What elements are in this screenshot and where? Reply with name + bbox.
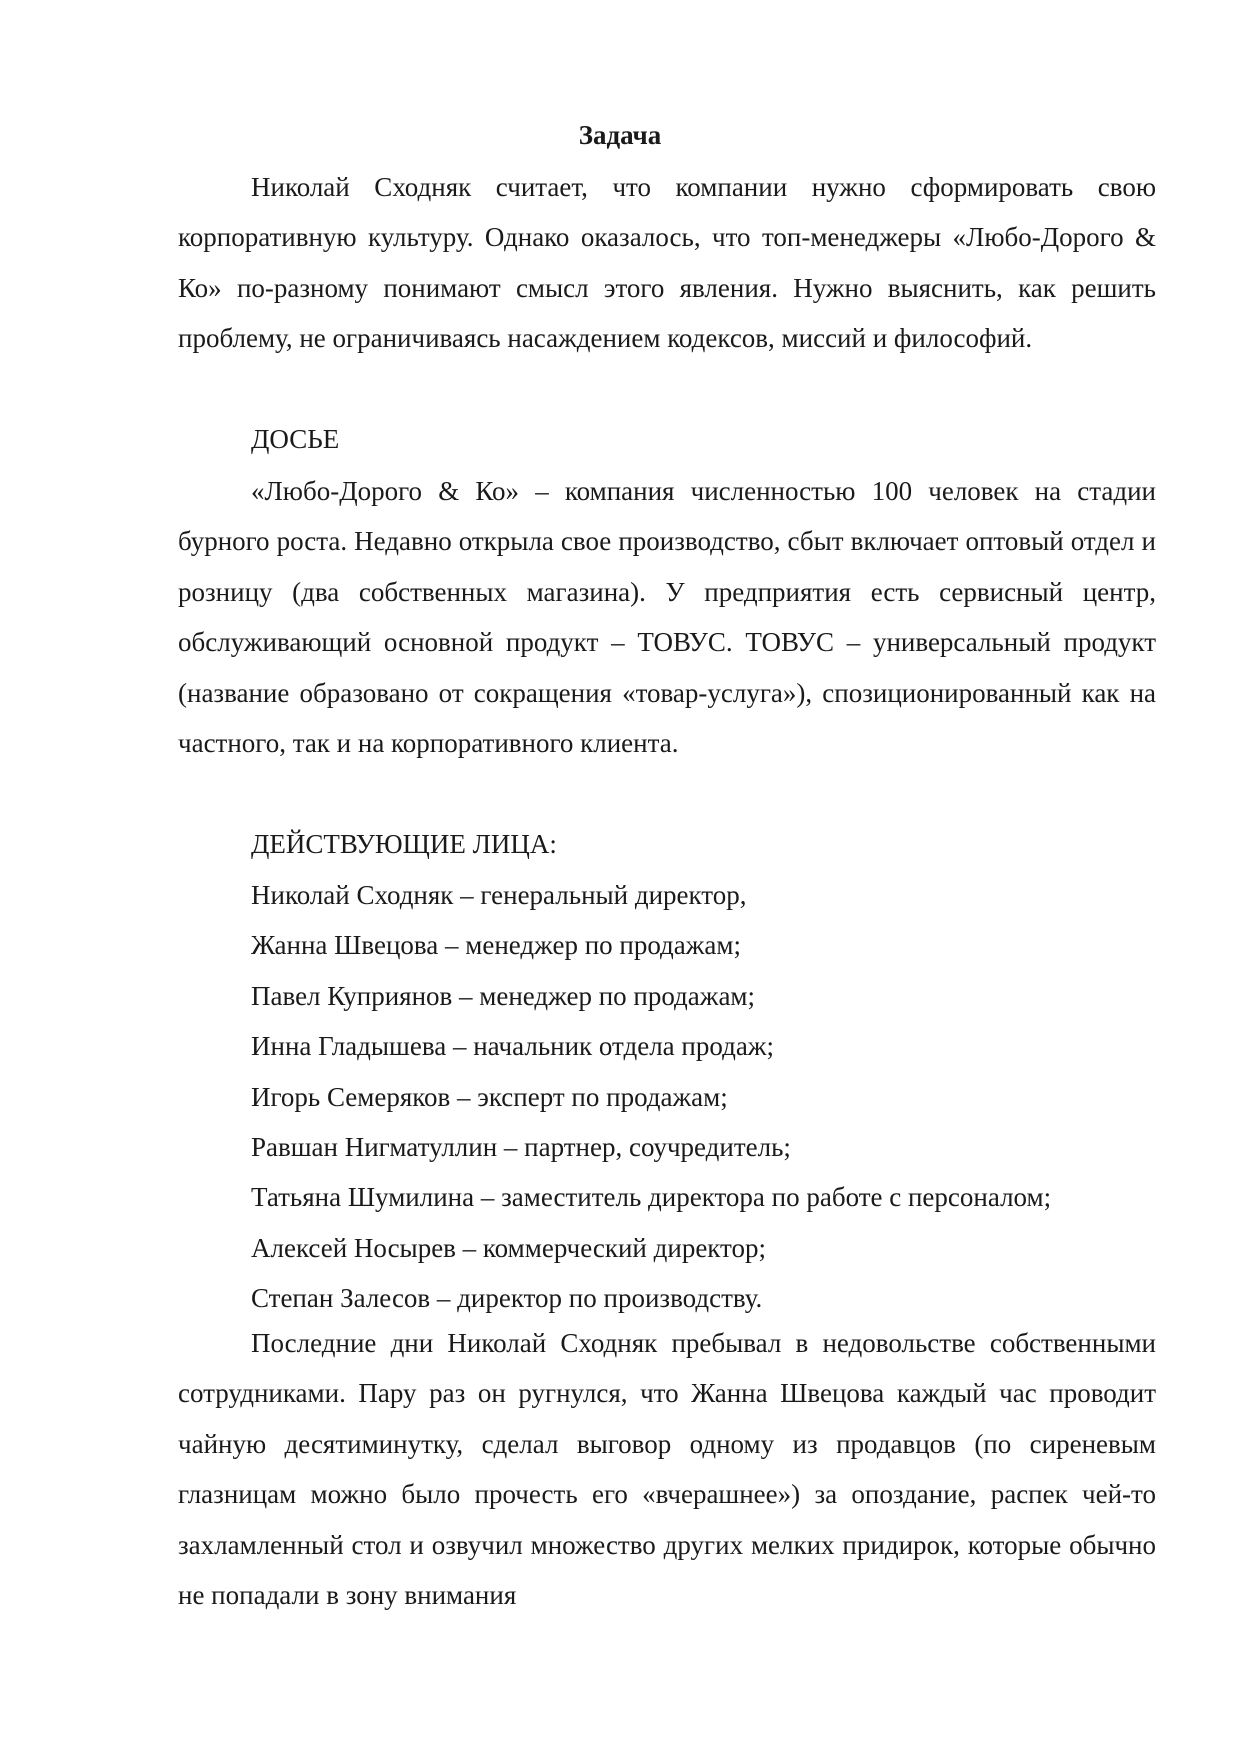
cast-item: Алексей Носырев – коммерческий директор; <box>251 1232 767 1263</box>
cast-item: Павел Куприянов – менеджер по продажам; <box>251 980 756 1011</box>
dossier-heading: ДОСЬЕ <box>251 424 340 454</box>
story-paragraph: Последние дни Николай Сходняк пребывал в недовольстве собственными сотрудниками. Пару раз он ругнулся, что Жанна Швецова каждый час проводит чайную десятиминутку, сделал выговор одному из продавцов (по сиреневым глазницам можно было прочесть его «вчерашнее») за опоздание, распек чей-то захламленный стол и озвучил множество других мелких придирок, которые обычно не попадали в зону внимания <box>178 1328 1156 1611</box>
dossier-paragraph: «Любо-Дорого & Ко» – компания численностью 100 человек на стадии бурного роста. Недавно открыла свое производство, сбыт включает оптовый отдел и розницу (два собственных магазина). У предприятия есть сервисный центр, обслуживающий основной продукт – ТОВУС. ТОВУС – универсальный продукт (название образовано от сокращения «товар-услуга»), спозиционированный как на частного, так и на корпоративного клиента. <box>178 476 1156 759</box>
cast-item: Равшан Нигматуллин – партнер, соучредитель; <box>251 1132 791 1163</box>
cast-item: Инна Гладышева – начальник отдела продаж; <box>251 1031 774 1062</box>
document-title: Задача <box>578 120 662 150</box>
cast-heading: ДЕЙСТВУЮЩИЕ ЛИЦА: <box>251 829 557 859</box>
cast-item: Жанна Швецова – менеджер по продажам; <box>251 930 742 961</box>
cast-item: Игорь Семеряков – эксперт по продажам; <box>251 1081 728 1112</box>
cast-item: Степан Залесов – директор по производству. <box>251 1283 763 1314</box>
cast-list <box>0 870 1240 1324</box>
intro-paragraph: Николай Сходняк считает, что компании нужно сформировать свою корпоративную культуру. Однако оказалось, что топ-менеджеры «Любо-Дорого & Ко» по-разному понимают смысл этого явления. Нужно выяснить, как решить проблему, не ограничиваясь насаждением кодексов, миссий и философий. <box>178 172 1156 354</box>
cast-item: Николай Сходняк – генеральный директор, <box>251 880 747 910</box>
cast-item: Татьяна Шумилина – заместитель директора по работе с персоналом; <box>251 1182 1052 1213</box>
